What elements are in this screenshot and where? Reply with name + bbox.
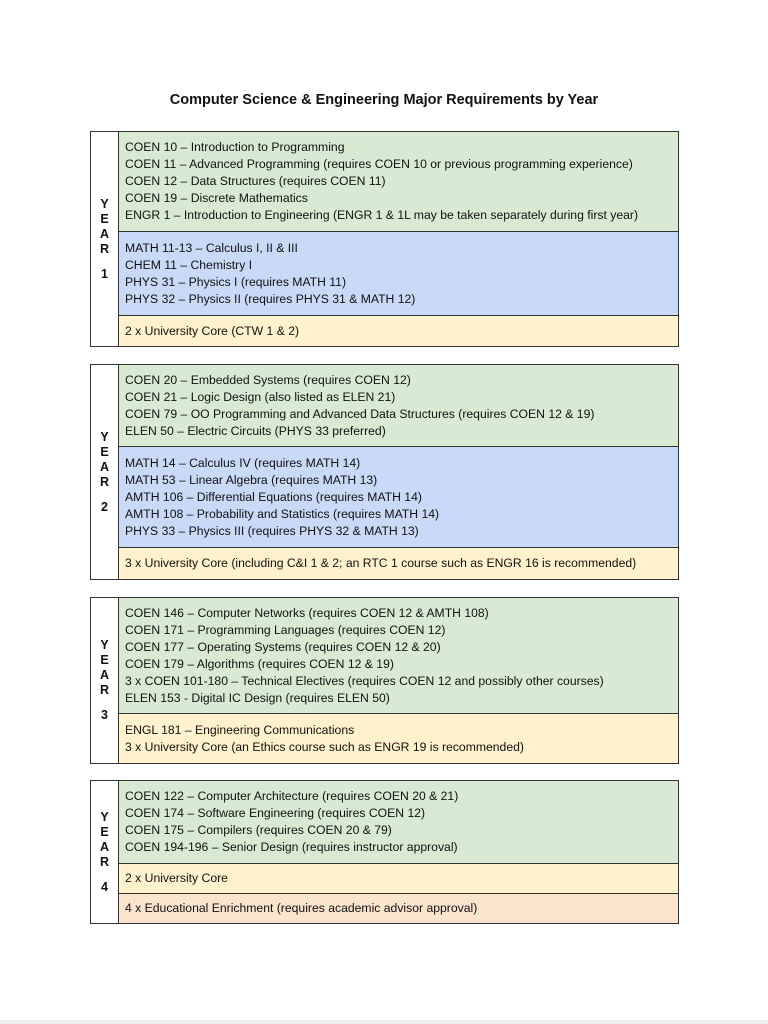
course-line: COEN 20 – Embedded Systems (requires COEN 12) <box>125 372 411 387</box>
year-letter: R <box>99 241 110 256</box>
page-title: Computer Science & Engineering Major Requirements by Year <box>169 92 599 108</box>
course-line: COEN 122 – Computer Architecture (requires COEN 20 & 21) <box>125 789 459 803</box>
course-line: 2 x University Core <box>125 871 228 885</box>
year-letter: E <box>100 653 109 667</box>
course-line: 2 x University Core (CTW 1 & 2) <box>125 323 300 338</box>
course-line: PHYS 32 – Physics II (requires PHYS 31 & MATH 12) <box>125 291 416 306</box>
page-bottom-strip <box>0 1020 768 1024</box>
year-number: 4 <box>101 879 108 894</box>
year-label <box>100 810 109 895</box>
course-line: AMTH 106 – Differential Equations (requires MATH 14) <box>125 489 422 504</box>
year-letter: Y <box>100 809 109 824</box>
course-line: MATH 14 – Calculus IV (requires MATH 14) <box>125 455 361 470</box>
year-letter: E <box>100 211 109 226</box>
course-line: COEN 10 – Introduction to Programming <box>125 140 345 154</box>
major-courses-section <box>119 365 678 446</box>
major-courses-section <box>119 132 678 231</box>
course-line: ENGR 1 – Introduction to Engineering (ENGR 1 & 1L may be taken separately during first year) <box>125 208 639 222</box>
course-line: COEN 177 – Operating Systems (requires COEN 12 & 20) <box>125 639 441 654</box>
course-line: MATH 53 – Linear Algebra (requires MATH 13) <box>125 472 378 487</box>
year-3-block <box>90 597 679 764</box>
year-letter: Y <box>100 429 109 444</box>
course-line: 3 x University Core (including C&I 1 & 2; an RTC 1 course such as ENGR 16 is recommended) <box>125 556 637 570</box>
course-line: COEN 79 – OO Programming and Advanced Data Structures (requires COEN 12 & 19) <box>125 406 595 421</box>
year-letter: R <box>99 474 110 489</box>
year-3-sections <box>119 598 678 763</box>
year-letter: Y <box>100 638 109 652</box>
year-number: 3 <box>101 708 108 722</box>
year-label-column <box>91 365 119 579</box>
year-2-block <box>90 364 679 580</box>
year-letter: R <box>99 683 110 697</box>
university-core-section <box>119 713 678 763</box>
course-line: COEN 179 – Algorithms (requires COEN 12 & 19) <box>125 656 394 671</box>
course-line: 4 x Educational Enrichment (requires academic advisor approval) <box>125 901 478 915</box>
year-letter: A <box>99 668 110 682</box>
course-line: PHYS 33 – Physics III (requires PHYS 32 & MATH 13) <box>125 523 419 538</box>
year-number: 1 <box>101 266 108 281</box>
year-letter: E <box>100 824 109 839</box>
course-line: COEN 175 – Compilers (requires COEN 20 & 79) <box>125 823 392 837</box>
year-label <box>100 430 109 515</box>
year-2-sections <box>119 365 678 579</box>
major-courses-section <box>119 781 678 863</box>
course-line: ELEN 50 – Electric Circuits (PHYS 33 preferred) <box>125 423 386 438</box>
year-letter: A <box>99 839 110 854</box>
course-line: COEN 19 – Discrete Mathematics <box>125 191 308 205</box>
course-line: COEN 12 – Data Structures (requires COEN 11) <box>125 174 386 188</box>
year-letter: Y <box>100 196 109 211</box>
year-1-block <box>90 131 679 347</box>
course-line: COEN 171 – Programming Languages (requires COEN 12) <box>125 622 446 637</box>
course-line: COEN 21 – Logic Design (also listed as ELEN 21) <box>125 389 396 404</box>
math-science-section <box>119 446 678 547</box>
year-label-column <box>91 132 119 346</box>
year-number: 2 <box>101 499 108 514</box>
year-1-sections <box>119 132 678 346</box>
course-line: ELEN 153 - Digital IC Design (requires ELEN 50) <box>125 690 390 705</box>
year-4-block <box>90 780 679 924</box>
course-line: AMTH 108 – Probability and Statistics (requires MATH 14) <box>125 506 440 521</box>
year-letter: A <box>99 226 110 241</box>
course-line: COEN 11 – Advanced Programming (requires COEN 10 or previous programming experience) <box>125 157 633 171</box>
course-line: COEN 174 – Software Engineering (requires COEN 12) <box>125 806 426 820</box>
year-label <box>100 197 109 282</box>
course-line: 3 x University Core (an Ethics course such as ENGR 19 is recommended) <box>125 739 524 754</box>
university-core-section <box>119 863 678 893</box>
year-4-sections <box>119 781 678 923</box>
course-line: 3 x COEN 101-180 – Technical Electives (requires COEN 12 and possibly other courses) <box>125 673 604 688</box>
year-letter: A <box>99 459 110 474</box>
major-courses-section <box>119 598 678 713</box>
year-letter: E <box>100 444 109 459</box>
university-core-section <box>119 547 678 579</box>
course-line: MATH 11-13 – Calculus I, II & III <box>125 240 298 255</box>
year-label <box>100 638 109 723</box>
university-core-section <box>119 315 678 346</box>
course-line: COEN 146 – Computer Networks (requires COEN 12 & AMTH 108) <box>125 605 489 620</box>
course-line: PHYS 31 – Physics I (requires MATH 11) <box>125 274 347 289</box>
course-line: CHEM 11 – Chemistry I <box>125 257 253 272</box>
educational-enrichment-section <box>119 893 678 923</box>
course-line: COEN 194-196 – Senior Design (requires instructor approval) <box>125 840 458 854</box>
year-label-column <box>91 781 119 923</box>
math-science-section <box>119 231 678 315</box>
year-letter: R <box>99 854 110 869</box>
course-line: ENGL 181 – Engineering Communications <box>125 722 355 737</box>
year-label-column <box>91 598 119 763</box>
